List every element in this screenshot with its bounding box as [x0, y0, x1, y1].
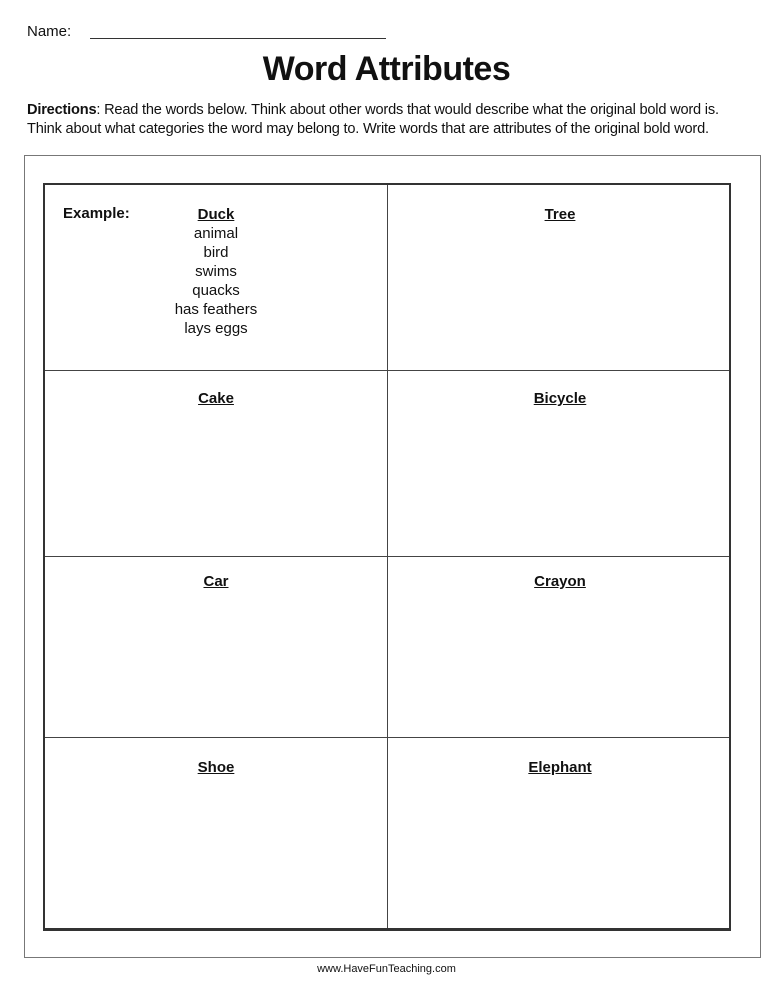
- cell-car[interactable]: [45, 572, 387, 591]
- directions-label: Directions: [27, 102, 97, 118]
- cell-cake[interactable]: [45, 389, 387, 408]
- page-title: Word Attributes: [262, 50, 511, 88]
- example-attribute: bird: [203, 244, 229, 261]
- row-divider: [45, 370, 729, 371]
- name-input-line[interactable]: [90, 38, 386, 39]
- cell-shoe[interactable]: [45, 758, 387, 777]
- directions-text: : Read the words below. Think about other words that would describe what the original bold word is. Think about what categories the word may belong to. Write words that are attributes of the original bold word.: [27, 102, 719, 137]
- word: Bicycle: [533, 390, 587, 407]
- word-grid: [43, 183, 731, 931]
- footer-url: www.HaveFunTeaching.com: [317, 963, 456, 975]
- example-cell: [45, 205, 387, 338]
- directions: [27, 101, 752, 138]
- cell-tree[interactable]: [389, 205, 731, 224]
- example-attribute: has feathers: [174, 301, 258, 318]
- word: Elephant: [528, 759, 592, 776]
- row-divider: [45, 737, 729, 738]
- name-label: Name:: [27, 23, 72, 40]
- example-attribute: animal: [193, 225, 239, 242]
- example-word: Duck: [197, 206, 235, 223]
- example-attribute: swims: [195, 263, 237, 280]
- word: Crayon: [534, 573, 586, 590]
- word: Tree: [544, 206, 576, 223]
- word: Car: [203, 573, 229, 590]
- word: Shoe: [197, 759, 235, 776]
- cell-elephant[interactable]: [389, 758, 731, 777]
- cell-crayon[interactable]: [389, 572, 731, 591]
- cell-bicycle[interactable]: [389, 389, 731, 408]
- example-label: Example:: [63, 205, 130, 222]
- example-attribute: quacks: [192, 282, 240, 299]
- word: Cake: [198, 390, 234, 407]
- example-attribute: lays eggs: [184, 320, 248, 337]
- row-divider: [45, 556, 729, 557]
